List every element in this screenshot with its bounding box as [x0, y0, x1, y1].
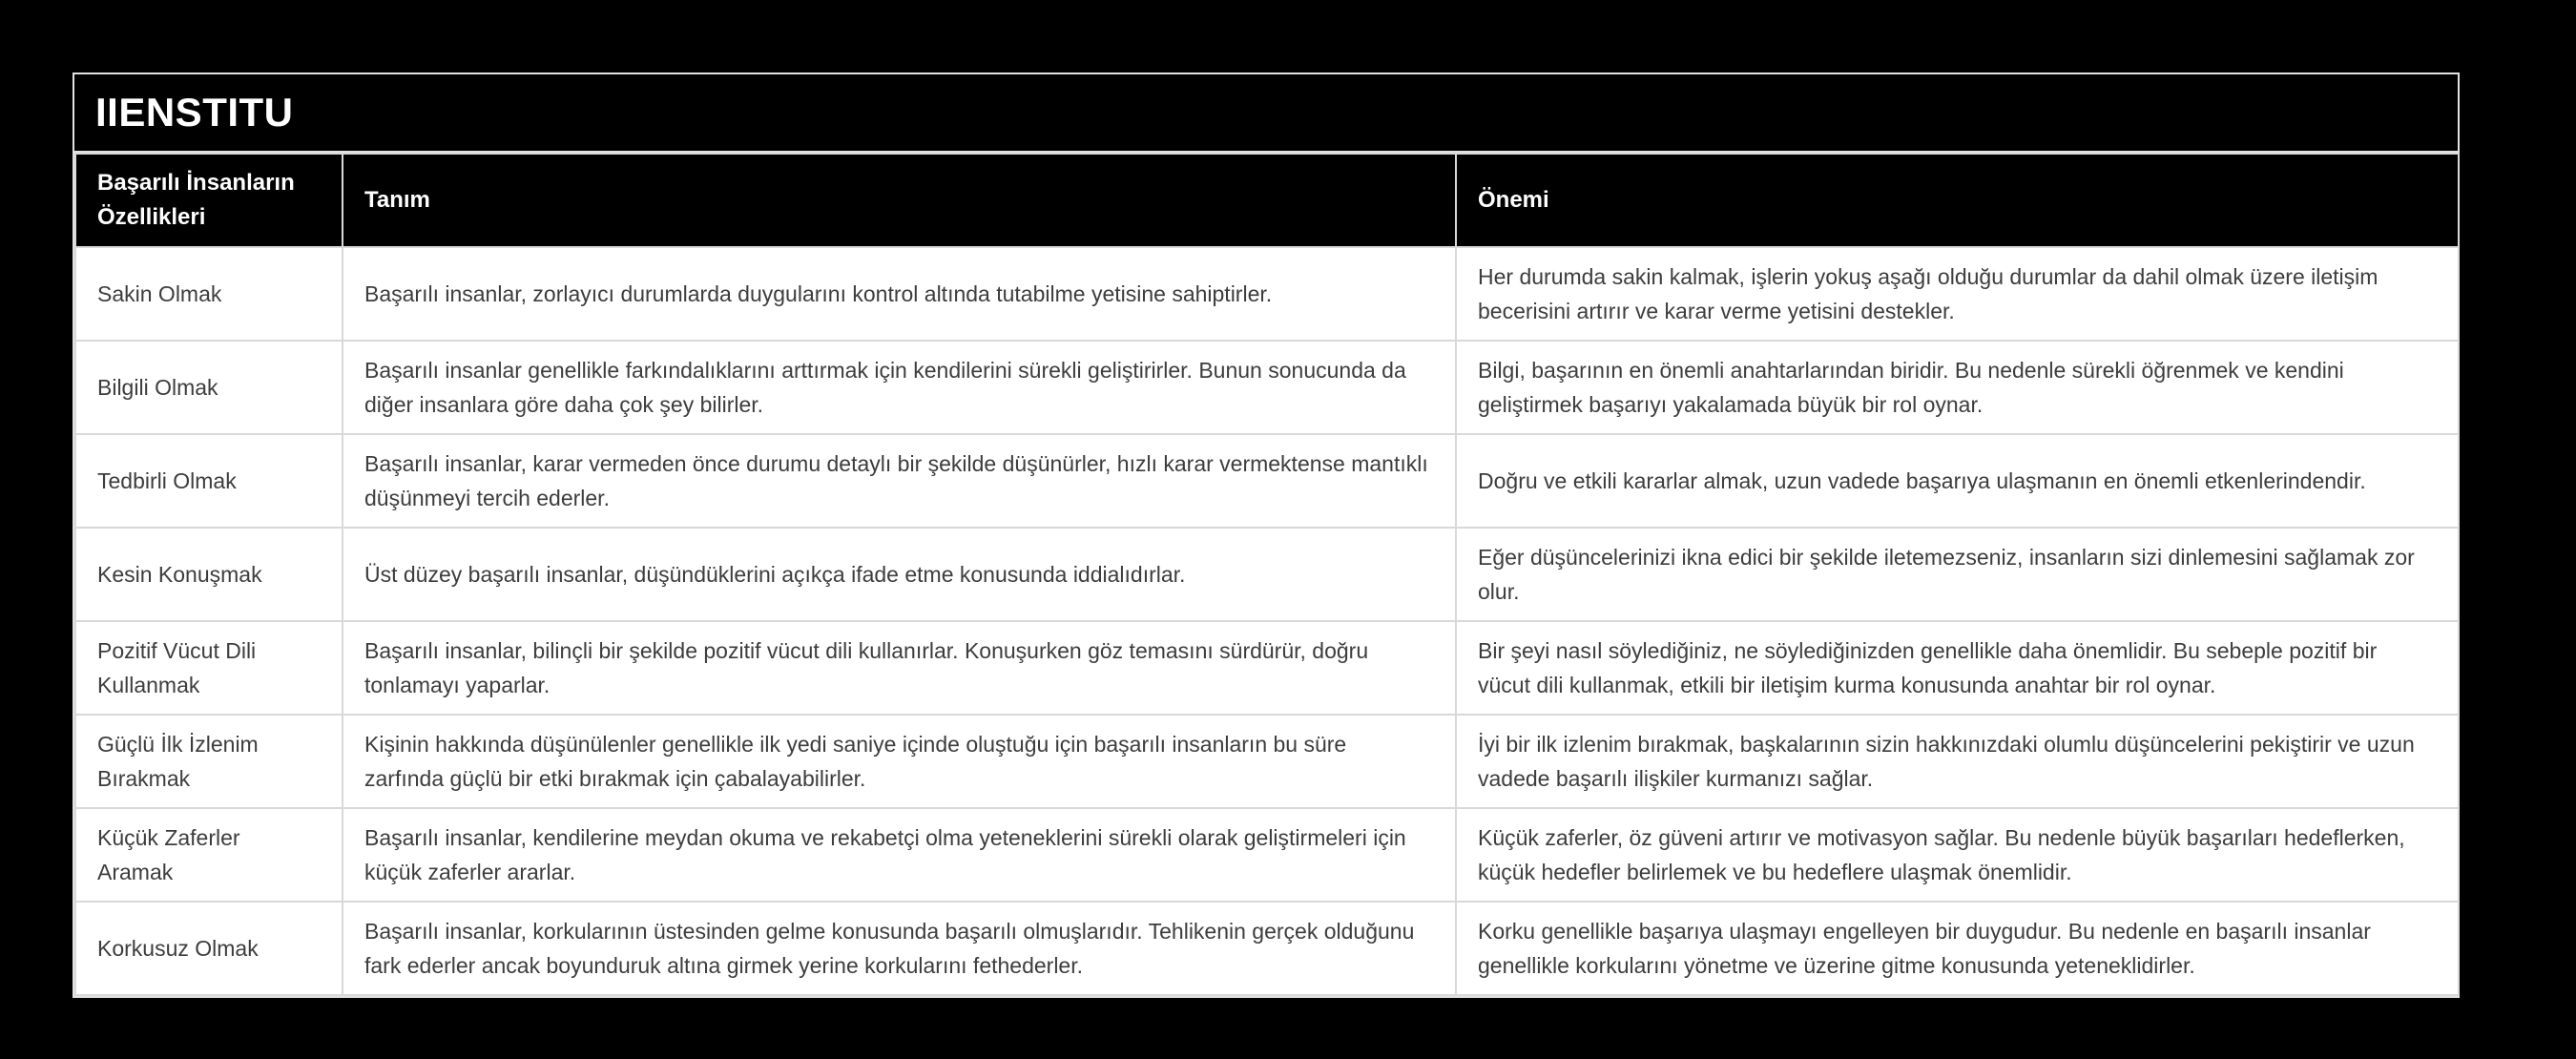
- importance-cell: Doğru ve etkili kararlar almak, uzun vadede başarıya ulaşmanın en önemli etkenlerindendir.: [1456, 434, 2459, 528]
- column-header-definition: Tanım: [343, 154, 1456, 247]
- header-row: [75, 154, 2459, 247]
- definition-cell: Başarılı insanlar, bilinçli bir şekilde pozitif vücut dili kullanırlar. Konuşurken göz temasını sürdürür, doğru tonlamayı yaparlar.: [343, 621, 1456, 715]
- definition-cell: Başarılı insanlar, korkularının üstesinden gelme konusunda başarılı olmuşlarıdır. Tehlikenin gerçek olduğunu fark ederler ancak boyunduruk altına girmek yerine korkularını fethederler.: [343, 902, 1456, 995]
- trait-cell: Korkusuz Olmak: [75, 902, 343, 995]
- column-header-trait: Başarılı İnsanların Özellikleri: [75, 154, 343, 247]
- importance-cell: Bilgi, başarının en önemli anahtarlarından biridir. Bu nedenle sürekli öğrenmek ve kendini geliştirmek başarıyı yakalamada büyük bir rol oynar.: [1456, 341, 2459, 434]
- content-frame: [73, 73, 2460, 998]
- table-body: [75, 247, 2459, 995]
- importance-cell: İyi bir ilk izlenim bırakmak, başkalarının sizin hakkınızdaki olumlu düşüncelerini pekiştirir ve uzun vadede başarılı ilişkiler kurmanızı sağlar.: [1456, 715, 2459, 808]
- importance-cell: Bir şeyi nasıl söylediğiniz, ne söylediğinizden genellikle daha önemlidir. Bu sebeple pozitif bir vücut dili kullanmak, etkili bir iletişim kurma konusunda anahtar bir rol oynar.: [1456, 621, 2459, 715]
- table-row: [75, 341, 2459, 434]
- traits-table: [74, 153, 2460, 996]
- trait-cell: Güçlü İlk İzlenim Bırakmak: [75, 715, 343, 808]
- trait-cell: Sakin Olmak: [75, 247, 343, 341]
- table-row: [75, 715, 2459, 808]
- trait-cell: Kesin Konuşmak: [75, 528, 343, 621]
- table-header: [75, 154, 2459, 247]
- definition-cell: Başarılı insanlar, kendilerine meydan okuma ve rekabetçi olma yeteneklerini sürekli olarak geliştirmeleri için küçük zaferler ararlar.: [343, 808, 1456, 902]
- table-row: [75, 808, 2459, 902]
- table-row: [75, 247, 2459, 341]
- table-row: [75, 434, 2459, 528]
- importance-cell: Her durumda sakin kalmak, işlerin yokuş aşağı olduğu durumlar da dahil olmak üzere iletişim becerisini artırır ve karar verme yetisini destekler.: [1456, 247, 2459, 341]
- trait-cell: Tedbirli Olmak: [75, 434, 343, 528]
- importance-cell: Küçük zaferler, öz güveni artırır ve motivasyon sağlar. Bu nedenle büyük başarıları hedeflerken, küçük hedefler belirlemek ve bu hedeflere ulaşmak önemlidir.: [1456, 808, 2459, 902]
- definition-cell: Kişinin hakkında düşünülenler genellikle ilk yedi saniye içinde oluştuğu için başarılı insanların bu süre zarfında güçlü bir etki bırakmak için çabalayabilirler.: [343, 715, 1456, 808]
- trait-cell: Pozitif Vücut Dili Kullanmak: [75, 621, 343, 715]
- definition-cell: Başarılı insanlar, karar vermeden önce durumu detaylı bir şekilde düşünürler, hızlı karar vermektense mantıklı düşünmeyi tercih ederler.: [343, 434, 1456, 528]
- table-row: [75, 902, 2459, 995]
- definition-cell: Üst düzey başarılı insanlar, düşündüklerini açıkça ifade etme konusunda iddialıdırlar.: [343, 528, 1456, 621]
- page-title: IIENSTITU: [74, 74, 2458, 153]
- definition-cell: Başarılı insanlar genellikle farkındalıklarını arttırmak için kendilerini sürekli geliştirirler. Bunun sonucunda da diğer insanlara göre daha çok şey bilirler.: [343, 341, 1456, 434]
- table-row: [75, 621, 2459, 715]
- definition-cell: Başarılı insanlar, zorlayıcı durumlarda duygularını kontrol altında tutabilme yetisine sahiptirler.: [343, 247, 1456, 341]
- trait-cell: Küçük Zaferler Aramak: [75, 808, 343, 902]
- importance-cell: Eğer düşüncelerinizi ikna edici bir şekilde iletemezseniz, insanların sizi dinlemesini sağlamak zor olur.: [1456, 528, 2459, 621]
- table-row: [75, 528, 2459, 621]
- importance-cell: Korku genellikle başarıya ulaşmayı engelleyen bir duygudur. Bu nedenle en başarılı insanlar genellikle korkularını yönetme ve üzerine gitme konusunda yeteneklidirler.: [1456, 902, 2459, 995]
- column-header-importance: Önemi: [1456, 154, 2459, 247]
- trait-cell: Bilgili Olmak: [75, 341, 343, 434]
